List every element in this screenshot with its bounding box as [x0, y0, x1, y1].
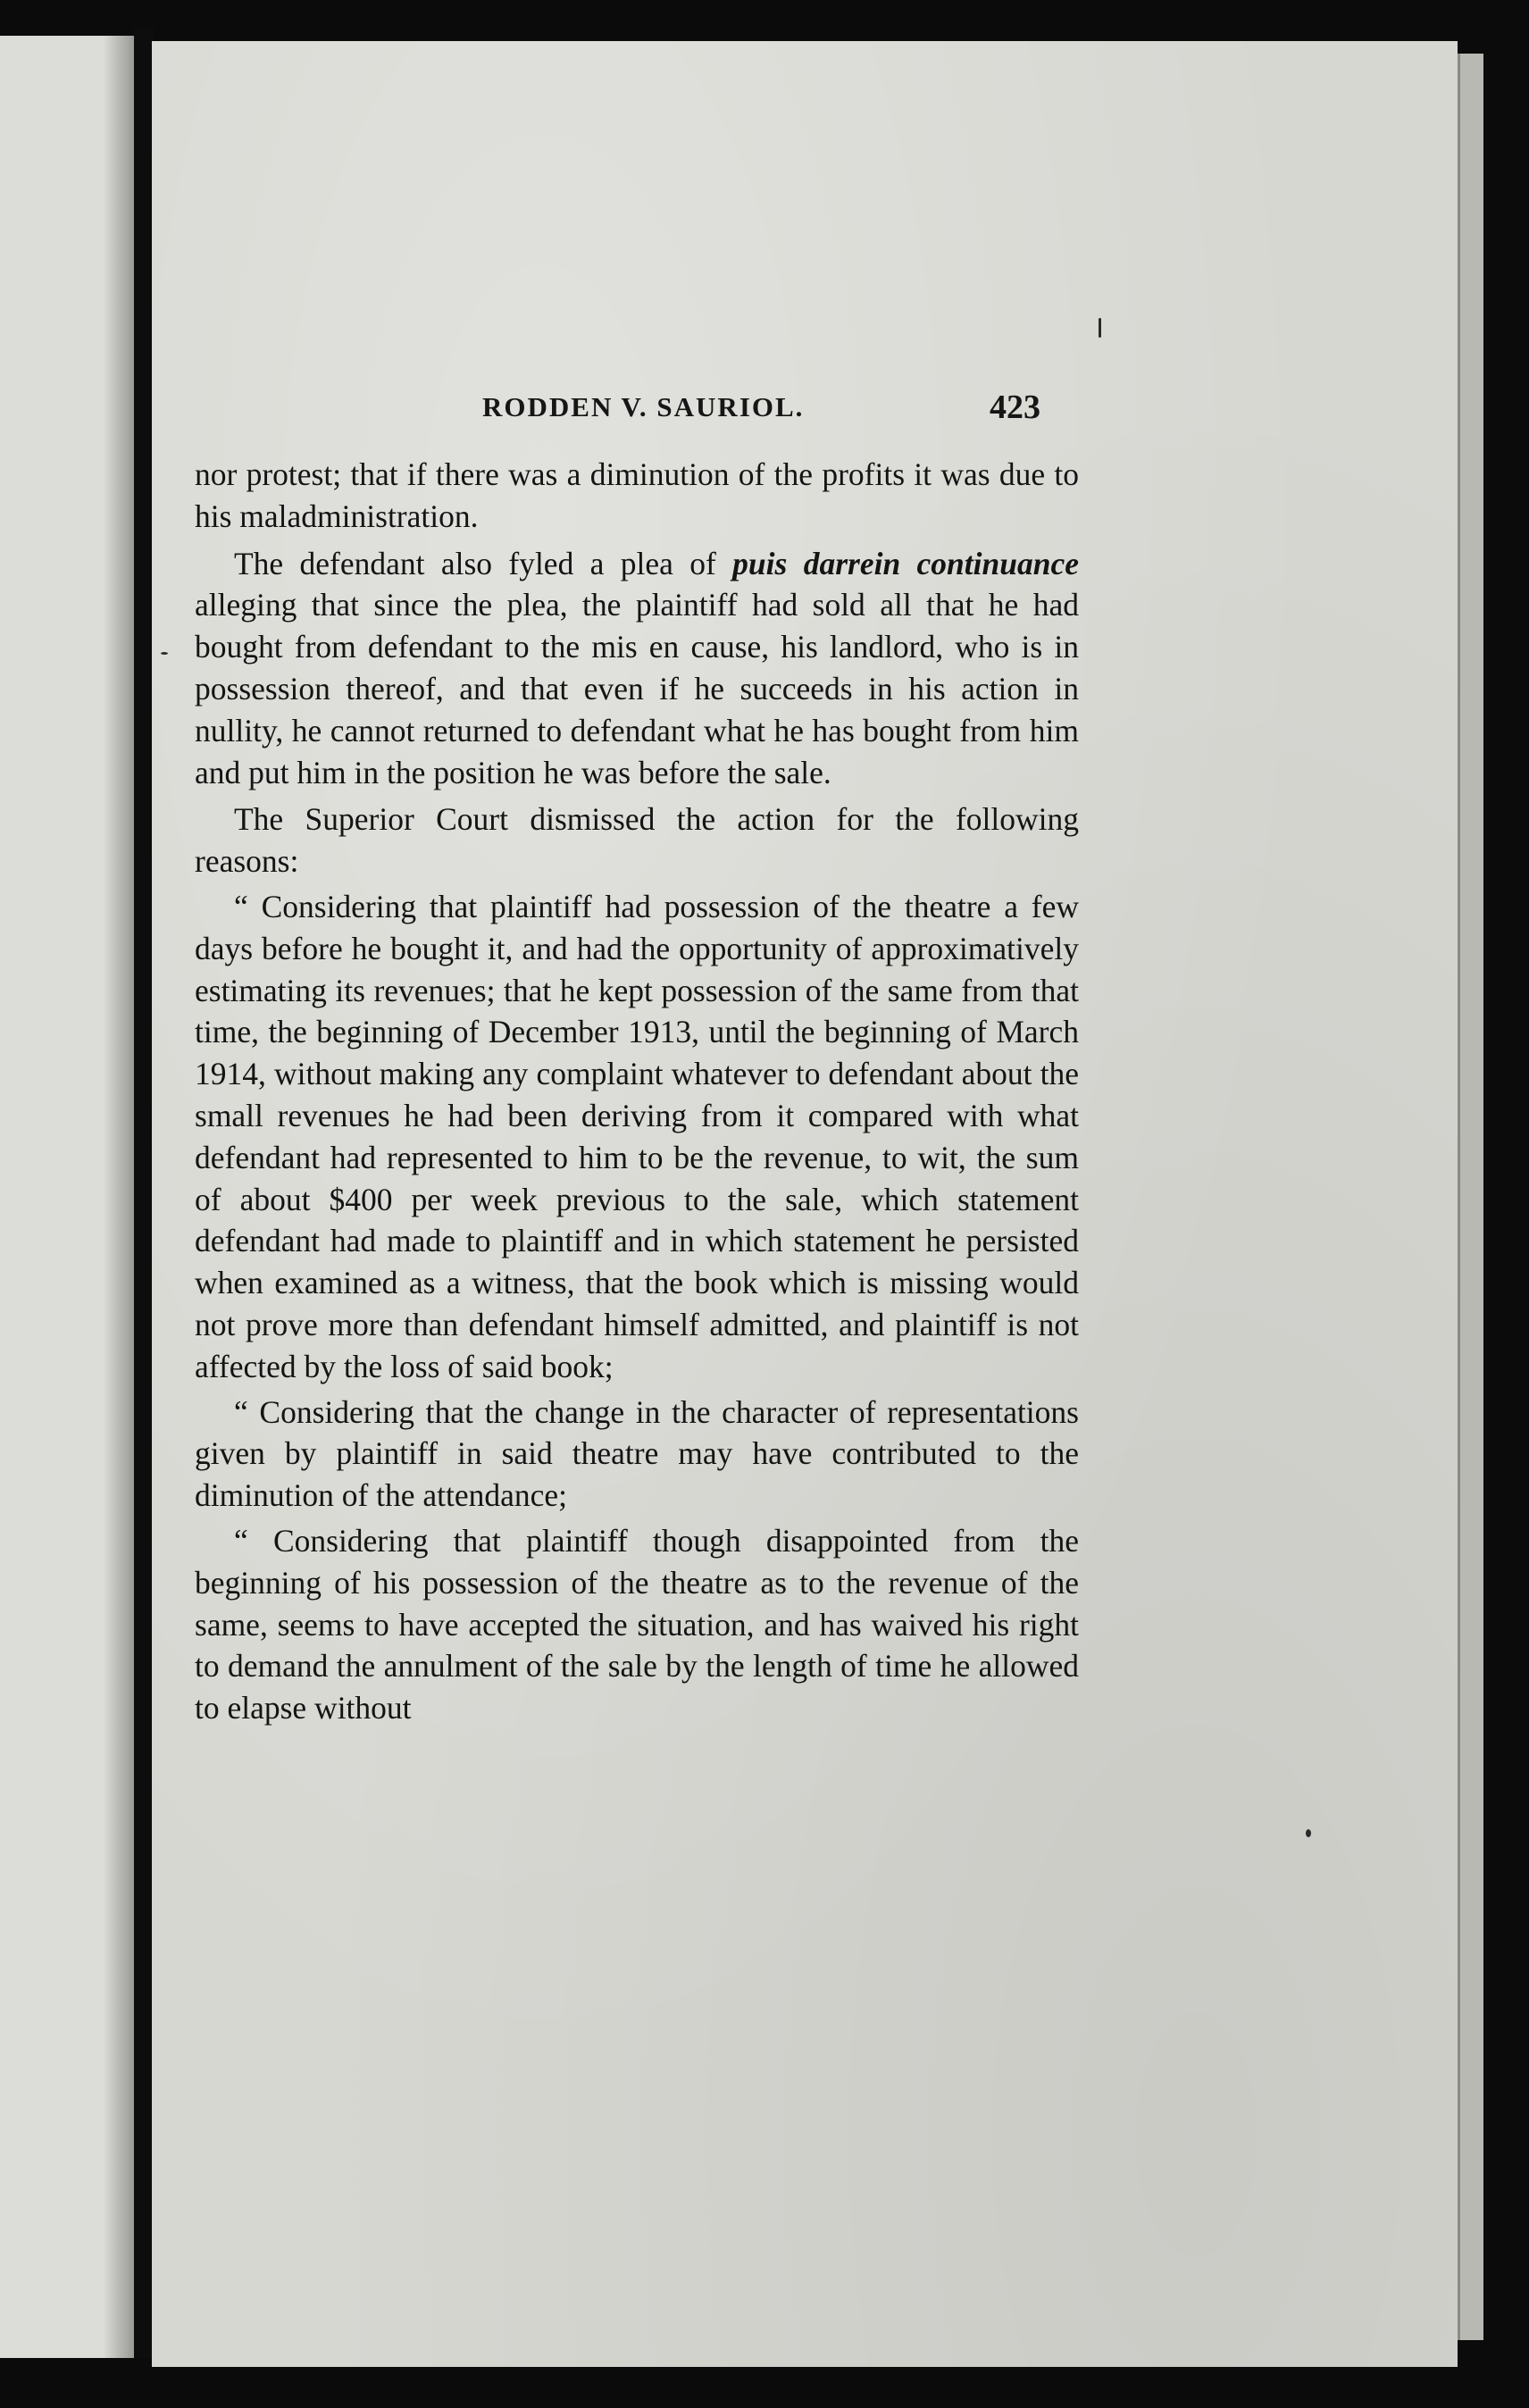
plea-latin-term: puis darrein continuance — [732, 545, 1080, 581]
quote-considering-1: “ Considering that plaintiff had possession of the theatre a few days before he bought it, and had the opportunity of approximatively estimating its revenues; that he kept possession of the same from that time, the beginning of December 1913, until the beginning of March 1914, without making any complaint whatever to defendant about the small revenues he had been deriving from it compared with what defendant had represented to him to be the revenue, to wit, the sum of about $400 per week previous to the sale, which statement defendant had made to plaintiff and in which statement he persisted when examined as a witness, that the book which is missing would not prove more than defendant himself admitted, and plaintiff is not affected by the loss of said book; — [195, 888, 1079, 1384]
book-gutter — [134, 27, 154, 2358]
page-body — [195, 454, 1079, 1729]
plea-text-start: The defendant also fyled a plea of — [234, 545, 733, 581]
running-title: RODDEN V. SAURIOL. — [482, 391, 805, 422]
plea-text-end: alleging that since the plea, the plaintiff had sold all that he had bought from defendant to the mis en cause, his landlord, who is in possession thereof, and that even if he succeeds in his action in nullity, he cannot returned to defendant what he has bought from him and put him in the position he was before the sale. — [195, 587, 1079, 790]
page-fore-edge — [1458, 54, 1483, 2340]
scan-speck — [161, 652, 168, 655]
quote-considering-3: “ Considering that plaintiff though disappointed from the beginning of his possession of the theatre as to the revenue of the same, seems to have accepted the situation, and has waived his right to demand the annulment of the sale by the length of time he allowed to elapse without — [195, 1522, 1079, 1727]
scan-speck — [1306, 1829, 1311, 1837]
paragraph-continuation: nor protest; that if there was a diminution of the profits it was due to his maladministration. — [195, 456, 1079, 534]
paragraph-plea — [195, 543, 1079, 794]
scan-speck — [1099, 318, 1101, 338]
facing-page-edge — [0, 36, 138, 2358]
quote-considering-2: “ Considering that the change in the character of representations given by plaintiff in said theatre may have contributed to the diminution of the attendance; — [195, 1393, 1079, 1514]
facing-page-shadow — [103, 36, 138, 2358]
page-number: 423 — [990, 389, 1040, 426]
paragraph-superior-court: The Superior Court dismissed the action for the following reasons: — [195, 801, 1079, 880]
